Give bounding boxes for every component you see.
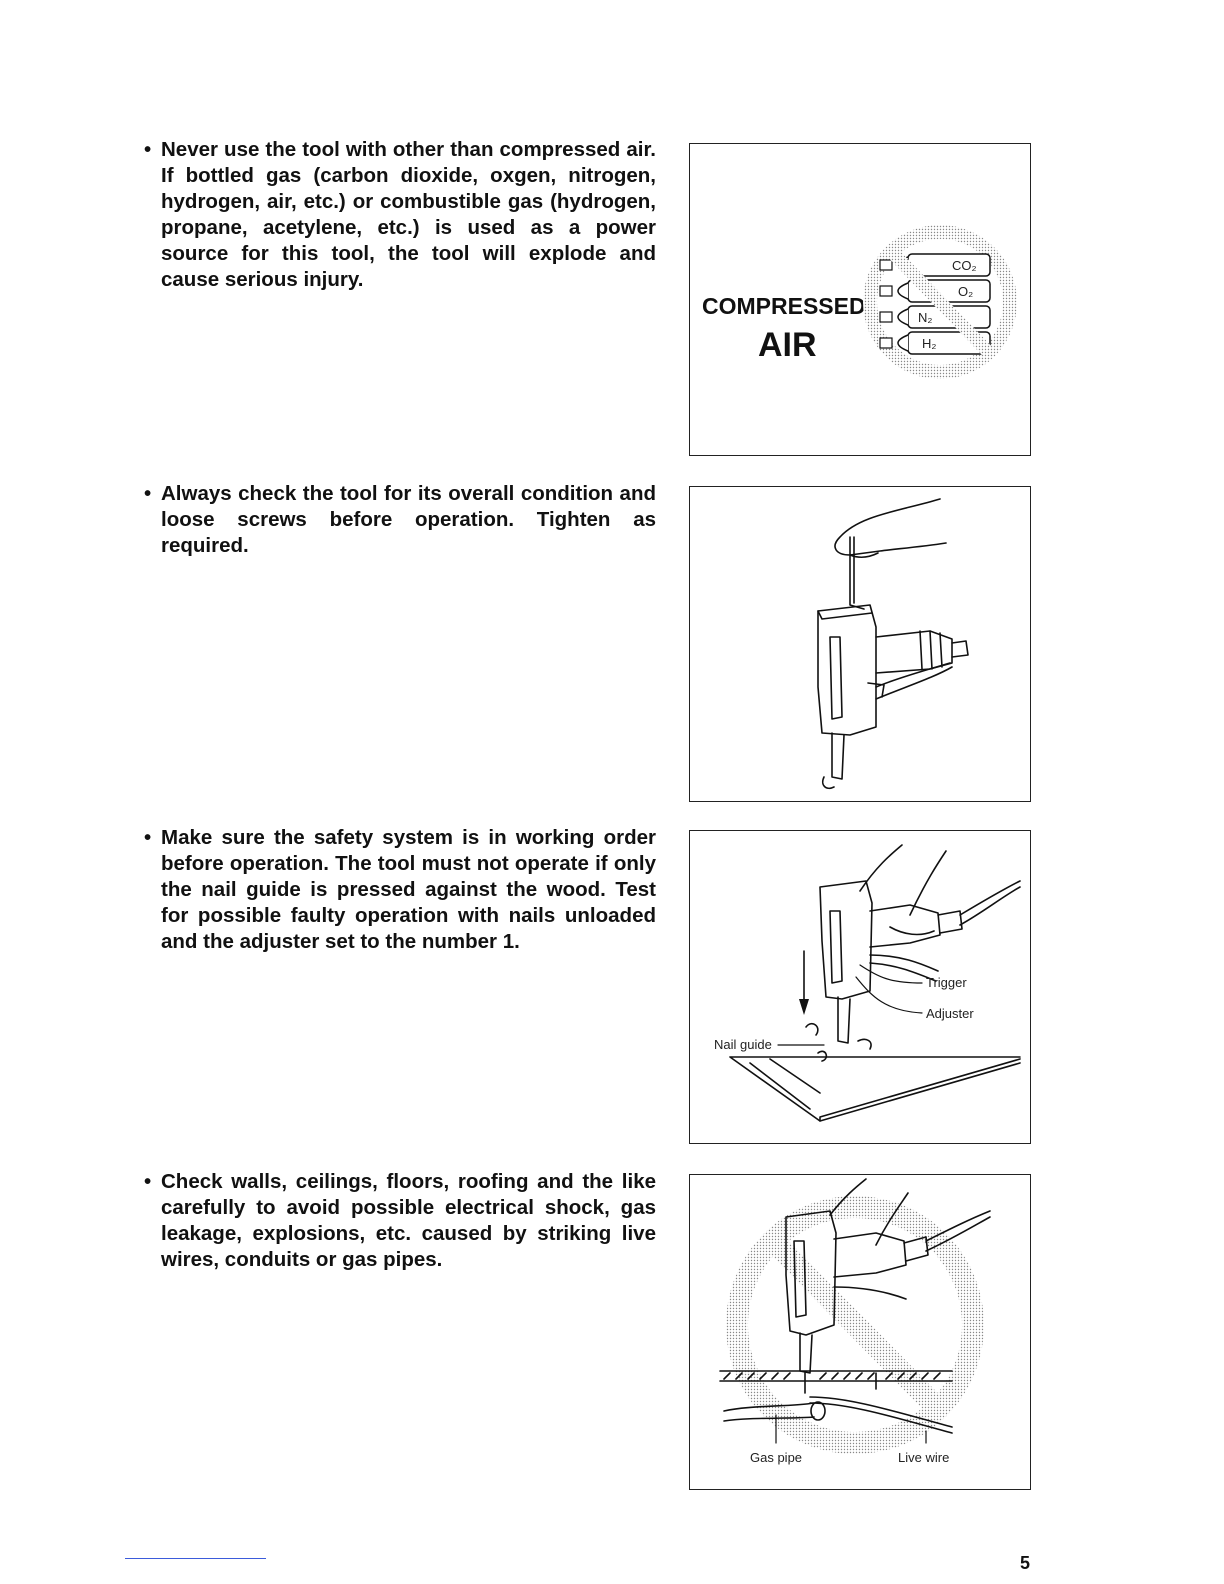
bullet-text: Check walls, ceilings, floors, roofing and the like carefully to avoid possible electrical shock, gas leakage, explosions, etc. caused by striking live wires, conduits or gas pipes. [161, 1170, 656, 1271]
bullet-text: Always check the tool for its overall condition and loose screws before operation. Tighten as required. [161, 482, 656, 557]
cylinder-label: N₂ [918, 310, 933, 325]
live-wire-label: Live wire [898, 1450, 950, 1465]
footer-rule [125, 1558, 266, 1559]
cylinder-label: H₂ [922, 336, 937, 351]
gas-cylinder [880, 306, 990, 328]
bullet-compressed-air [144, 137, 656, 293]
figure-safety-test [689, 830, 1031, 1144]
cylinder-label: CO₂ [952, 258, 977, 273]
figure-hidden-hazards [689, 1174, 1031, 1490]
figure-compressed-air [689, 143, 1031, 456]
gas-pipe-label: Gas pipe [750, 1450, 803, 1465]
bullet-marker: • [144, 1170, 152, 1193]
trigger-label: Trigger [926, 975, 967, 990]
bullet-marker: • [144, 826, 152, 849]
prohibition-slash [775, 1243, 940, 1411]
adjuster-label: Adjuster [926, 1006, 974, 1021]
figure-tighten-screws [689, 486, 1031, 802]
cylinder-label: O₂ [958, 284, 974, 299]
nail-guide-label: Nail guide [714, 1037, 772, 1052]
air-label: AIR [758, 326, 817, 364]
bullet-check-walls [144, 1169, 656, 1273]
bullet-text: Never use the tool with other than compressed air. If bottled gas (carbon dioxide, oxgen, nitrogen, hydrogen, air, etc.) or combustible gas (hydrogen, propane, acetylene, etc.) is used as a power source for this tool, the tool will explode and cause serious injury. [161, 138, 656, 291]
bullet-check-condition [144, 481, 656, 559]
page-number: 5 [1020, 1553, 1031, 1573]
bullet-text: Make sure the safety system is in working order before operation. The tool must not operate if only the nail guide is pressed against the wood. Test for possible faulty operation with nails unloaded and the adjuster set to the number 1. [161, 826, 656, 953]
bullet-marker: • [144, 138, 152, 161]
compressed-label: COMPRESSED [702, 293, 866, 319]
bullet-safety-system [144, 825, 656, 955]
bullet-marker: • [144, 482, 152, 505]
